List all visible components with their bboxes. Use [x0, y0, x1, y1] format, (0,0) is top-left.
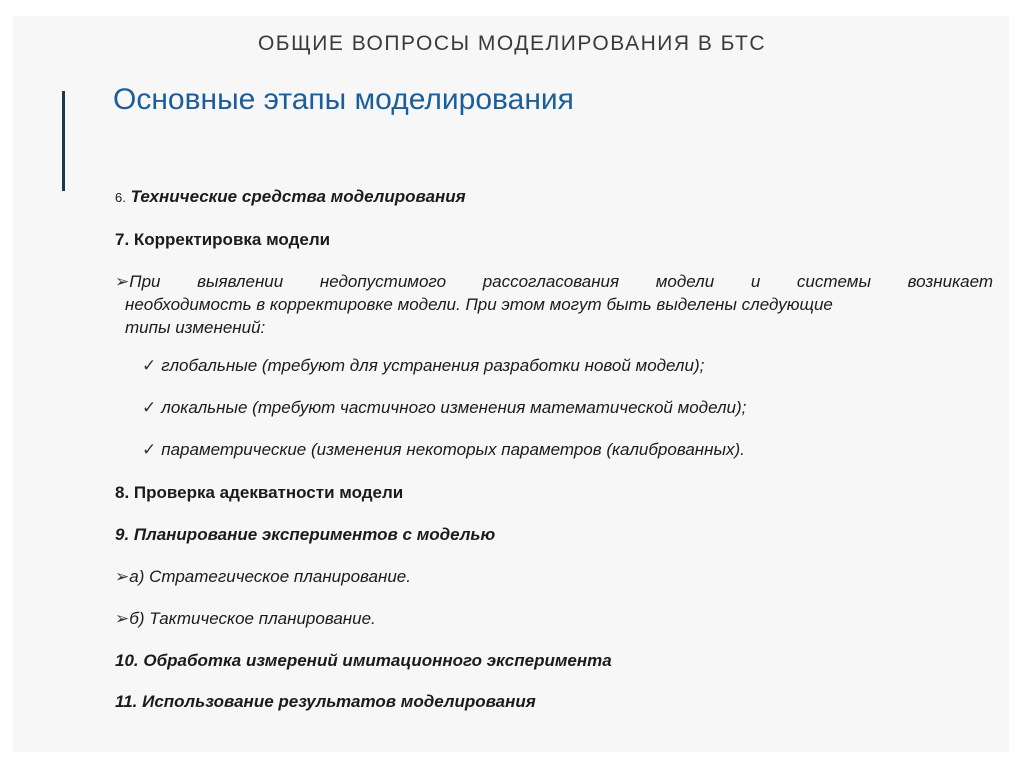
- planning-item: [115, 608, 376, 630]
- item-6-number: 6.: [115, 190, 126, 205]
- checkmark-icon: ✓: [142, 440, 157, 459]
- change-type-item: [142, 398, 746, 418]
- item-7: 7. Корректировка модели: [115, 230, 331, 249]
- slide-frame: [13, 16, 1009, 752]
- correction-line-3: типы изменений:: [125, 318, 266, 337]
- correction-line-2: необходимость в корректировке модели. При этом могут быть выделены следующие: [125, 295, 833, 314]
- item-9: 9. Планирование экспериментов с моделью: [115, 525, 496, 544]
- accent-bar: [62, 91, 65, 191]
- arrow-bullet-icon: ➢: [115, 272, 130, 291]
- item-8: 8. Проверка адекватности модели: [115, 483, 404, 502]
- checkmark-icon: ✓: [142, 398, 157, 417]
- item-6: [115, 186, 466, 209]
- change-type-item: [142, 440, 745, 460]
- change-type-text: локальные (требуют частичного изменения математической модели);: [161, 398, 747, 417]
- checkmark-icon: ✓: [142, 356, 157, 375]
- planning-text: а) Стратегическое планирование.: [129, 567, 411, 586]
- correction-line-1-text: При выявлении недопустимого рассогласования модели и системы возникает: [129, 272, 993, 291]
- item-10: 10. Обработка измерений имитационного эксперимента: [115, 651, 612, 670]
- item-11: 11. Использование результатов моделирования: [115, 692, 536, 711]
- correction-line-1: [115, 270, 993, 293]
- planning-item: [115, 566, 411, 588]
- arrow-bullet-icon: ➢: [115, 567, 130, 586]
- item-6-text: Технические средства моделирования: [130, 187, 466, 206]
- slide-header: ОБЩИЕ ВОПРОСЫ МОДЕЛИРОВАНИЯ В БТС: [257, 32, 767, 55]
- correction-paragraph: [115, 270, 993, 339]
- planning-text: б) Тактическое планирование.: [129, 609, 376, 628]
- change-type-item: [142, 356, 704, 376]
- change-type-text: глобальные (требуют для устранения разработки новой модели);: [161, 356, 705, 375]
- slide-title: Основные этапы моделирования: [113, 83, 574, 116]
- change-type-text: параметрические (изменения некоторых параметров (калиброванных).: [161, 440, 745, 459]
- arrow-bullet-icon: ➢: [115, 609, 130, 628]
